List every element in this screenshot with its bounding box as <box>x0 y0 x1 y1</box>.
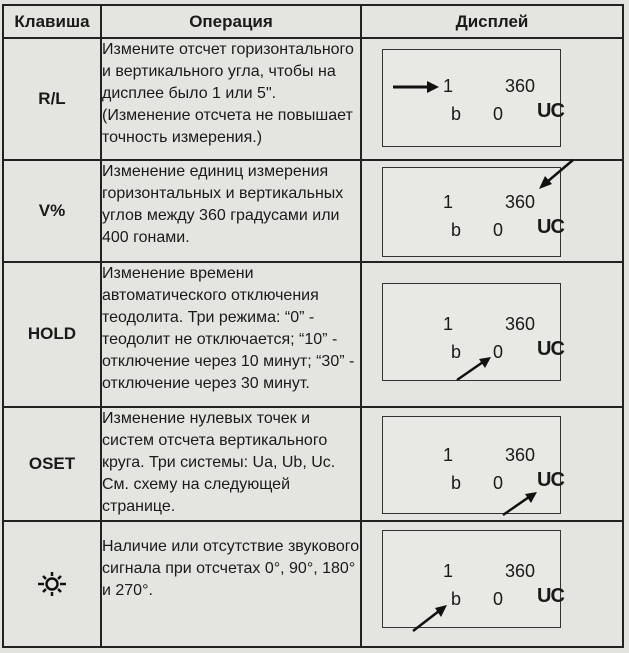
display-value-360: 360 <box>505 313 536 334</box>
lcd-display <box>382 49 564 147</box>
display-value-1: 1 <box>443 192 454 213</box>
arrow-icon <box>383 284 560 380</box>
display-value-uc: UC <box>537 469 564 492</box>
operation-description: Измените отсчет горизонтального и вертикального угла, чтобы на дисплее было 1 или 5". (Изменение отсчета не повышает точность измерения.) <box>101 38 361 160</box>
display-value-uc: UC <box>537 337 564 360</box>
display-cell <box>361 160 623 261</box>
display-value-1: 1 <box>443 445 454 466</box>
lcd-display <box>382 530 564 628</box>
display-value-0: 0 <box>493 341 504 362</box>
display-cell <box>361 38 623 160</box>
display-value-0: 0 <box>493 588 504 609</box>
lcd-display <box>382 167 564 257</box>
display-value-360: 360 <box>505 560 536 581</box>
lcd-display <box>382 283 564 381</box>
operation-description: Изменение нулевых точек и систем отсчета вертикального круга. Три системы: Ua, Ub, Uc. См. схему на следующей странице. <box>101 407 361 520</box>
key-v-percent: V% <box>3 160 101 261</box>
light-bulb-icon <box>35 571 69 597</box>
header-key: Клавиша <box>3 5 101 38</box>
display-cell <box>361 521 623 647</box>
display-value-1: 1 <box>443 313 454 334</box>
arrow-icon <box>383 50 560 146</box>
key-rl: R/L <box>3 38 101 160</box>
operation-description: Наличие или отсутствие звукового сигнала при отсчетах 0°, 90°, 180° и 270°. <box>101 521 361 647</box>
display-value-0: 0 <box>493 104 504 124</box>
display-value-uc: UC <box>537 100 564 122</box>
display-value-b: b <box>451 220 462 241</box>
header-display: Дисплей <box>361 5 623 38</box>
table-row <box>3 262 623 407</box>
table-row <box>3 521 623 647</box>
key-light <box>3 521 101 647</box>
lcd-display <box>382 416 564 514</box>
display-value-1: 1 <box>443 76 454 96</box>
display-value-1: 1 <box>443 560 454 581</box>
display-value-0: 0 <box>493 220 504 241</box>
display-cell <box>361 407 623 520</box>
operation-description: Изменение времени автоматического отключения теодолита. Три режима: “0” - теодолит не отключается; “10” - отключение через 10 минут; “30” - отключение через 30 минут. <box>101 262 361 407</box>
display-value-360: 360 <box>505 445 536 466</box>
table-row <box>3 407 623 520</box>
arrow-icon <box>383 168 560 256</box>
table-row <box>3 38 623 160</box>
display-cell <box>361 262 623 407</box>
key-oset: OSET <box>3 407 101 520</box>
key-hold: HOLD <box>3 262 101 407</box>
display-value-0: 0 <box>493 473 504 494</box>
arrow-icon <box>383 531 560 627</box>
arrow-icon <box>383 417 560 513</box>
header-operation: Операция <box>101 5 361 38</box>
operation-description: Изменение единиц измерения горизонтальных и вертикальных углов между 360 градусами или 400 гонами. <box>101 160 361 261</box>
table-row <box>3 160 623 261</box>
display-value-b: b <box>451 104 462 124</box>
display-value-b: b <box>451 473 462 494</box>
operations-table <box>2 4 624 648</box>
display-value-b: b <box>451 588 462 609</box>
display-value-uc: UC <box>537 216 564 239</box>
table-header-row <box>3 5 623 38</box>
display-value-uc: UC <box>537 584 564 607</box>
display-value-b: b <box>451 341 462 362</box>
display-value-360: 360 <box>505 192 536 213</box>
display-value-360: 360 <box>505 76 536 96</box>
